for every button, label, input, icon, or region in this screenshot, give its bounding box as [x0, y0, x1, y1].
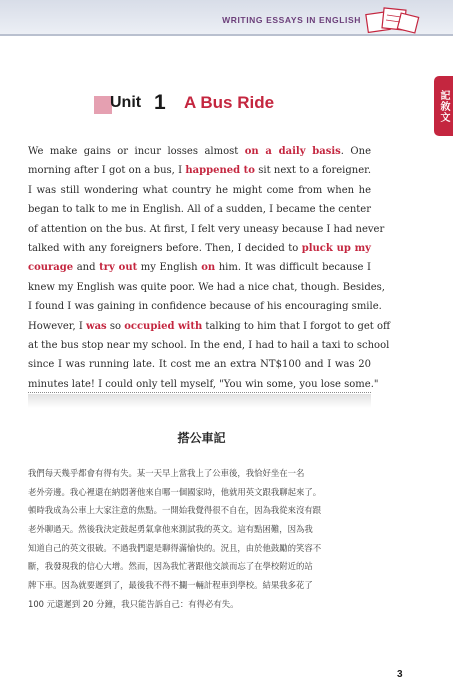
- essay-text: sit next to a foreigner.: [254, 165, 372, 177]
- translation-line: 100 元還遲到 20 分鐘，我只能告訴自己：有得必有失。: [28, 598, 239, 609]
- essay-line: [28, 355, 371, 374]
- section-divider: [28, 392, 371, 412]
- running-header-title: WRITING ESSAYS IN ENGLISH: [222, 15, 361, 25]
- essay-text: morning after I got on a bus, I: [28, 165, 186, 177]
- translation-line: 老外聊過天。然後我決定鼓起勇氣拿他來測試我的英文。這有點困難，因為我: [28, 524, 313, 535]
- essay-text: of attention on the bus. At first, I felt very uneasy because I had never: [28, 223, 385, 235]
- highlighted-phrase: occupied with: [124, 320, 203, 332]
- essay-text: since I was running late. It cost me an extra NT$100 and I was 20: [28, 359, 371, 371]
- essay-text: minutes late! I could only tell myself, "You win some, you lose some.": [28, 378, 379, 390]
- translation-line: 牌下車。因為就要遲到了，最後我不得不攔一輛計程車到學校。結果我多花了: [28, 580, 313, 591]
- highlighted-phrase: was: [85, 320, 107, 332]
- translation-line: 我們每天幾乎都會有得有失。某一天早上當我上了公車後，我恰好坐在一名: [28, 468, 305, 478]
- essay-line: [28, 317, 391, 336]
- essay-line: [28, 336, 390, 355]
- highlighted-phrase: on: [201, 262, 216, 274]
- essay-line: [28, 258, 371, 277]
- essay-body: [28, 142, 391, 394]
- section-side-tab[interactable]: 記敘文: [434, 76, 453, 136]
- essay-line: [28, 200, 371, 219]
- unit-title-text: A Bus Ride: [184, 93, 275, 112]
- essay-text: I was still wondering what country he might come from when he: [28, 184, 371, 196]
- highlighted-phrase: courage: [28, 262, 74, 274]
- essay-text: him. It was difficult because I: [215, 262, 371, 274]
- essay-line: [28, 297, 382, 316]
- essay-text: and: [73, 262, 100, 274]
- essay-text: at the bus stop near my school. In the end, I had to hail a taxi to school: [28, 339, 390, 351]
- translation-line: 知道自己的英文很破。不過我們還是聊得滿愉快的。況且，由於他鼓勵的笑容不: [28, 542, 322, 553]
- essay-text: knew my English was quite poor. We had a nice chat, though. Besides,: [28, 281, 385, 293]
- essay-line: [28, 181, 371, 200]
- essay-line: [28, 278, 385, 297]
- unit-number: 1: [154, 91, 166, 114]
- translation-line: 斷，我發現我的信心大增。然而，因為我忙著跟他交談而忘了在學校附近的站: [28, 561, 313, 572]
- essay-text: my English: [137, 262, 202, 274]
- essay-line: [28, 220, 385, 239]
- essay-text: However, I: [28, 320, 86, 332]
- essay-text: talking to him that I forgot to get off: [202, 320, 391, 332]
- translation-title: 搭公車記: [177, 431, 226, 445]
- highlighted-phrase: on a daily basis: [244, 146, 341, 157]
- books-icon: [361, 3, 423, 37]
- essay-line: [28, 142, 371, 161]
- translation-body: [28, 464, 371, 614]
- essay-text: I found I was gaining in confidence because of his encouraging smile.: [28, 301, 382, 313]
- highlighted-phrase: try out: [99, 262, 138, 274]
- essay-text: We make gains or incur losses almost: [28, 146, 245, 157]
- highlighted-phrase: happened to: [185, 165, 255, 177]
- unit-label: Unit: [110, 94, 142, 111]
- essay-line: [28, 161, 371, 180]
- essay-line: [28, 239, 371, 258]
- essay-text: began to talk to me in English. All of a sudden, I became the center: [28, 204, 371, 216]
- essay-text: so: [106, 320, 125, 332]
- translation-line: 老外旁邊。我心裡還在納悶著他來自哪一個國家時，他就用英文跟我聊起來了。: [28, 486, 322, 497]
- essay-text: talked with any foreigners before. Then, I decided to: [28, 242, 302, 254]
- highlighted-phrase: pluck up my: [301, 242, 371, 254]
- translation-line: 頓時我成為公車上大家注意的焦點。一開始我覺得很不自在，因為我從來沒有跟: [28, 505, 322, 516]
- essay-text: . One: [340, 146, 371, 157]
- page-number: 3: [397, 669, 403, 680]
- unit-title: [94, 91, 354, 116]
